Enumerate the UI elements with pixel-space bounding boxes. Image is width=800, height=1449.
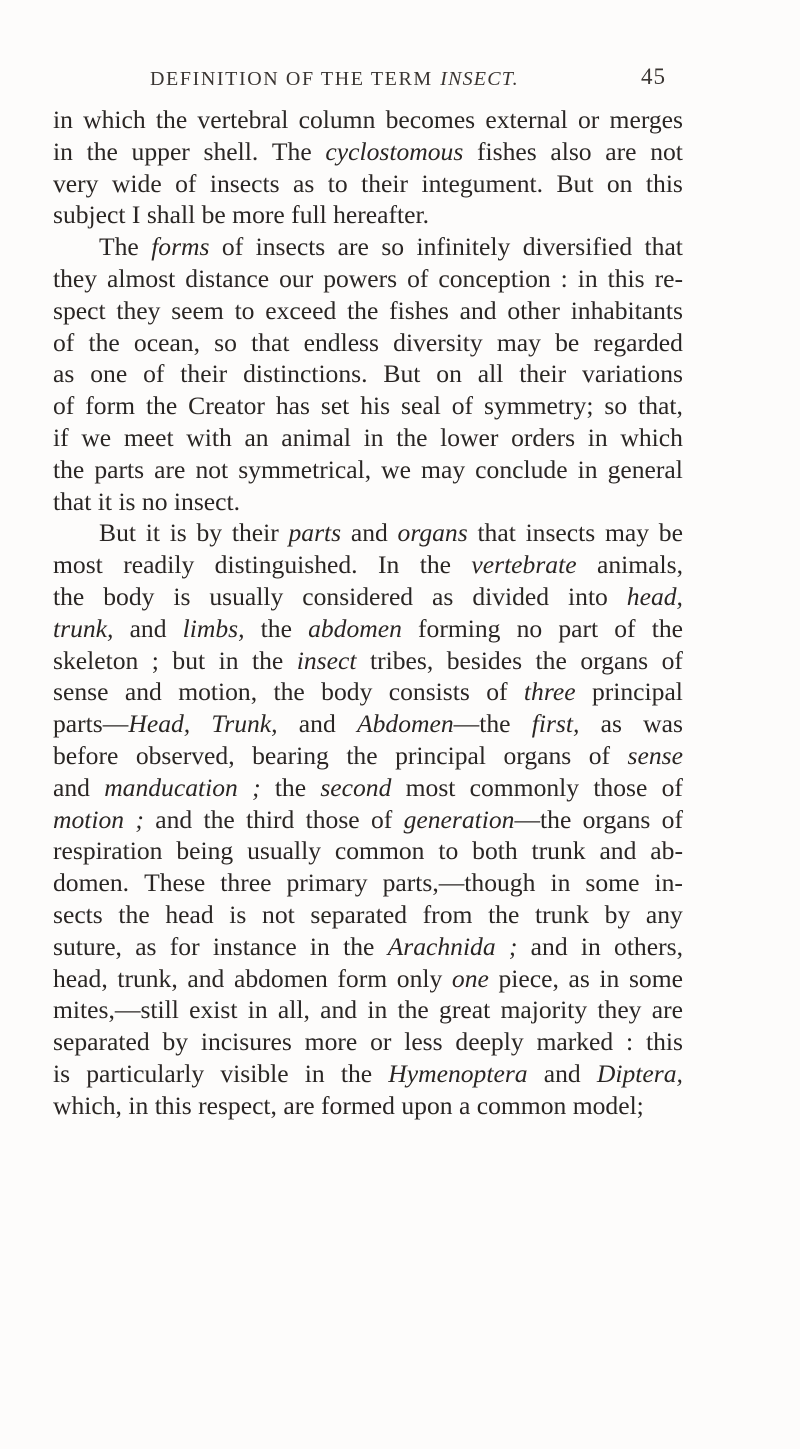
text-line: most readily distinguished. In the vertebrate animals, [53,550,683,580]
text-line: head, trunk, and abdomen form only one piece, as in some [53,963,683,993]
text-line: respiration being usually common to both trunk and ab- [53,836,683,866]
text-line: in the upper shell. The cyclostomous fishes also are not [53,136,683,166]
text-line: if we meet with an animal in the lower orders in which [53,422,683,452]
text-line: skeleton ; but in the insect tribes, besides the organs of [53,645,683,675]
text-line: they almost distance our powers of conception : in this re- [53,263,683,293]
text-line: the parts are not symmetrical, we may conclude in general [53,454,683,484]
text-line: that it is no insect. [53,486,241,516]
text-line: domen. These three primary parts,—though in some in- [53,868,683,898]
running-head-italic: INSECT. [440,68,519,90]
text-line: of the ocean, so that endless diversity may be regarded [53,327,683,357]
text-line: in which the vertebral column becomes external or merges [53,105,683,134]
text-line: spect they seem to exceed the fishes and other inhabitants [53,295,683,325]
text-line: sense and motion, the body consists of three principal [53,677,683,707]
text-line: sects the head is not separated from the trunk by any [53,899,683,929]
text-line: The forms of insects are so infinitely diversified that [99,232,683,262]
text-line: of form the Creator has set his seal of symmetry; so that, [53,391,683,421]
text-line: which, in this respect, are formed upon a common model; [53,1090,644,1120]
text-line: suture, as for instance in the Arachnida ; and in others, [53,931,683,961]
text-line: trunk, and limbs, the abdomen forming no part of the [53,613,683,643]
running-head-title: DEFINITION OF THE TERM [150,68,433,90]
text-line: subject I shall be more full hereafter. [53,200,430,230]
text-line: very wide of insects as to their integument. But on this [53,168,683,198]
text-line: as one of their distinctions. But on all their variations [53,359,683,389]
page-number: 45 [641,64,666,89]
text-line: parts—Head, Trunk, and Abdomen—the first, as was [53,709,683,739]
text-line: motion ; and the third those of generation—the organs of [53,804,683,834]
text-line: and manducation ; the second most commonly those of [53,772,683,802]
body-text [53,104,683,1122]
text-line: is particularly visible in the Hymenoptera and Diptera, [53,1058,683,1088]
text-line: separated by incisures more or less deeply marked : this [53,1027,683,1057]
text-line: mites,—still exist in all, and in the great majority they are [53,995,683,1025]
text-line: before observed, bearing the principal organs of sense [53,740,683,770]
text-line: the body is usually considered as divided into head, [53,581,683,611]
running-head [150,68,680,91]
text-line: But it is by their parts and organs that insects may be [99,518,683,548]
